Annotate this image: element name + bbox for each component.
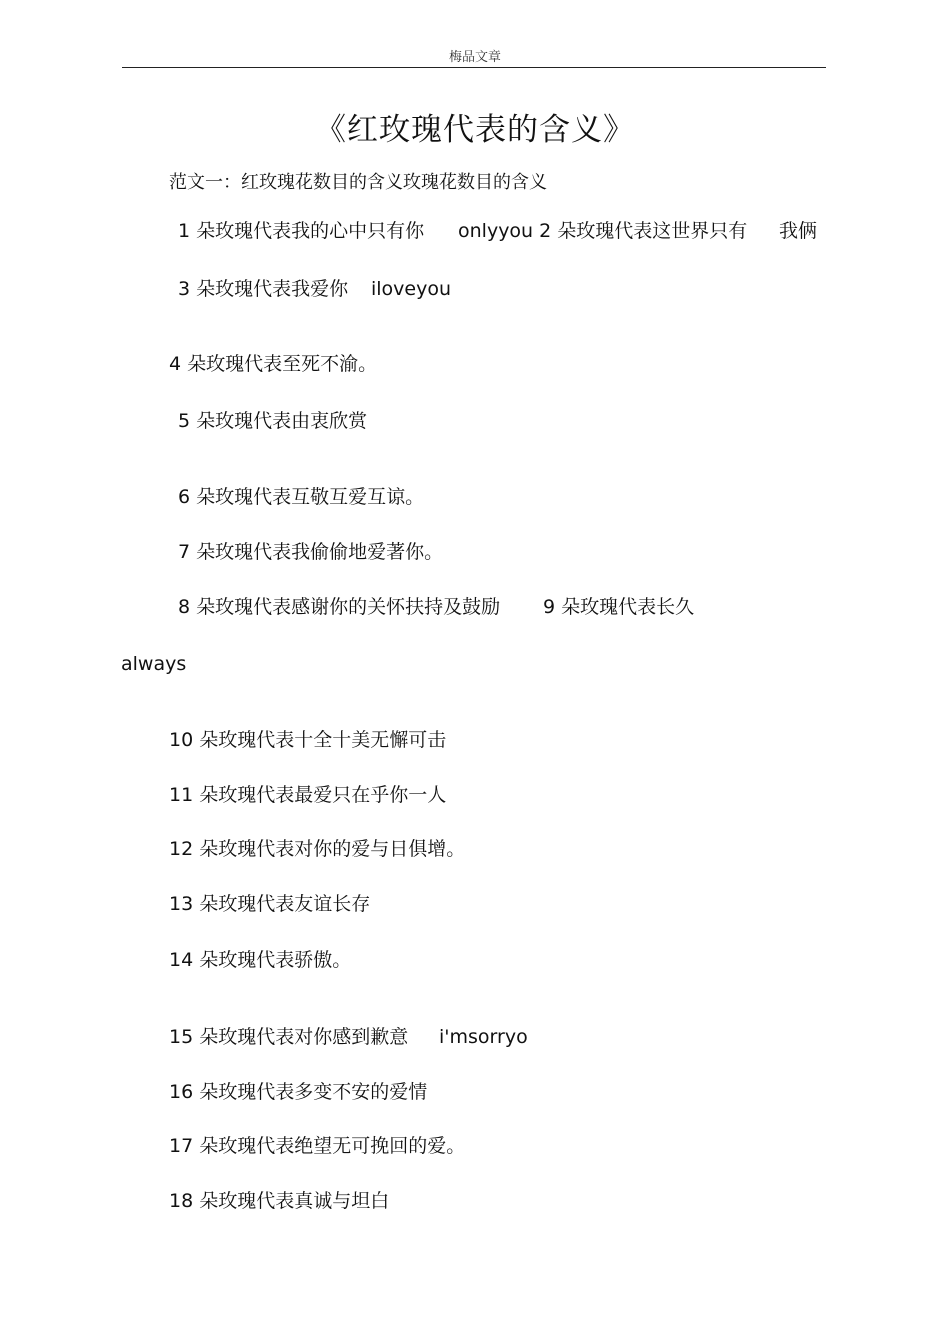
list-item-text: 3 朵玫瑰代表我爱你 xyxy=(178,278,349,300)
list-item-text: onlyyou 2 朵玫瑰代表这世界只有 xyxy=(458,220,748,242)
document-title: 《红玫瑰代表的含义》 xyxy=(315,112,635,148)
list-item-text: i'msorryo xyxy=(439,1026,528,1048)
list-item-text: 1 朵玫瑰代表我的心中只有你 xyxy=(178,220,425,242)
list-item xyxy=(169,1026,569,1052)
list-item: 11 朵玫瑰代表最爱只在乎你一人 xyxy=(169,784,447,806)
document-subtitle: 范文一：红玫瑰花数目的含义玫瑰花数目的含义 xyxy=(169,172,547,193)
list-item: 12 朵玫瑰代表对你的爱与日俱增。 xyxy=(169,838,466,860)
list-item xyxy=(178,220,828,246)
list-item-text: 8 朵玫瑰代表感谢你的关怀扶持及鼓励 xyxy=(178,596,501,618)
list-item: 17 朵玫瑰代表绝望无可挽回的爱。 xyxy=(169,1135,466,1157)
list-item-text: 9 朵玫瑰代表长久 xyxy=(543,596,695,618)
list-item xyxy=(178,596,738,622)
list-item-continuation: always xyxy=(121,653,187,675)
list-item: 16 朵玫瑰代表多变不安的爱情 xyxy=(169,1081,428,1103)
list-item: 14 朵玫瑰代表骄傲。 xyxy=(169,949,352,971)
page-header: 梅品文章 xyxy=(448,50,501,65)
list-item: 10 朵玫瑰代表十全十美无懈可击 xyxy=(169,729,447,751)
header-divider xyxy=(122,67,826,68)
list-item-text: iloveyou xyxy=(371,278,452,300)
list-item: 6 朵玫瑰代表互敬互爱互谅。 xyxy=(178,486,425,508)
list-item: 7 朵玫瑰代表我偷偷地爱著你。 xyxy=(178,541,444,563)
list-item: 18 朵玫瑰代表真诚与坦白 xyxy=(169,1190,390,1212)
list-item xyxy=(178,278,578,304)
list-item-text: 15 朵玫瑰代表对你感到歉意 xyxy=(169,1026,409,1048)
list-item: 4 朵玫瑰代表至死不渝。 xyxy=(169,353,378,375)
list-item: 13 朵玫瑰代表友谊长存 xyxy=(169,893,371,915)
list-item-text: 我俩 xyxy=(779,220,818,242)
list-item: 5 朵玫瑰代表由衷欣赏 xyxy=(178,410,368,432)
